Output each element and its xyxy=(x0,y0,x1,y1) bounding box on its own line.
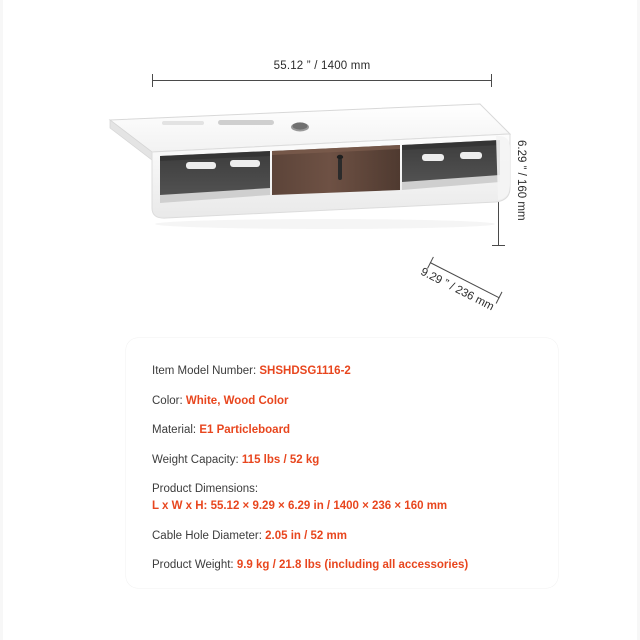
spec-value: 2.05 in / 52 mm xyxy=(265,529,347,542)
width-dimension-label: 55.12 ” / 1400 mm xyxy=(273,60,371,72)
spec-row-material xyxy=(152,423,540,438)
spec-label: Cable Hole Diameter: xyxy=(152,529,262,542)
width-dimension-line xyxy=(152,80,492,81)
specification-card xyxy=(126,338,558,588)
spec-row-cable-hole-diameter xyxy=(152,529,540,544)
spec-value: E1 Particleboard xyxy=(199,424,291,436)
spec-value: SHSHDSG1116-2 xyxy=(259,365,351,377)
spec-label: Item Model Number: xyxy=(152,365,257,377)
spec-label: Product Dimensions: xyxy=(152,483,259,495)
spec-row-product-dimensions xyxy=(152,482,540,514)
height-dimension-label: 6.29 ” / 160 mm xyxy=(515,140,527,221)
spec-value: 9.9 kg / 21.8 lbs (including all accessories) xyxy=(236,559,469,571)
depth-dimension-label: 9.29 ” / 236 mm xyxy=(418,266,496,314)
spec-row-product-weight xyxy=(152,558,540,573)
dimension-tick-right xyxy=(491,74,492,87)
spec-value: White, Wood Color xyxy=(185,394,289,407)
spec-row-weight-capacity xyxy=(152,453,540,468)
spec-row-item-model-number xyxy=(152,364,540,379)
dimension-tick-left xyxy=(152,74,153,87)
spec-label: Material: xyxy=(152,424,197,436)
spec-label: Product Weight: xyxy=(152,559,234,571)
spec-row-color xyxy=(152,394,540,409)
specification-list xyxy=(152,364,540,573)
spec-label: Color: xyxy=(152,394,183,407)
tv-stand-image xyxy=(100,96,520,271)
spec-value: L x W x H: 55.12 × 9.29 × 6.29 in / 1400 × 236 × 160 mm xyxy=(152,500,448,512)
dimension-tick-end xyxy=(496,292,503,304)
spec-label: Weight Capacity: xyxy=(152,453,239,466)
spec-value: 115 lbs / 52 kg xyxy=(241,453,320,466)
